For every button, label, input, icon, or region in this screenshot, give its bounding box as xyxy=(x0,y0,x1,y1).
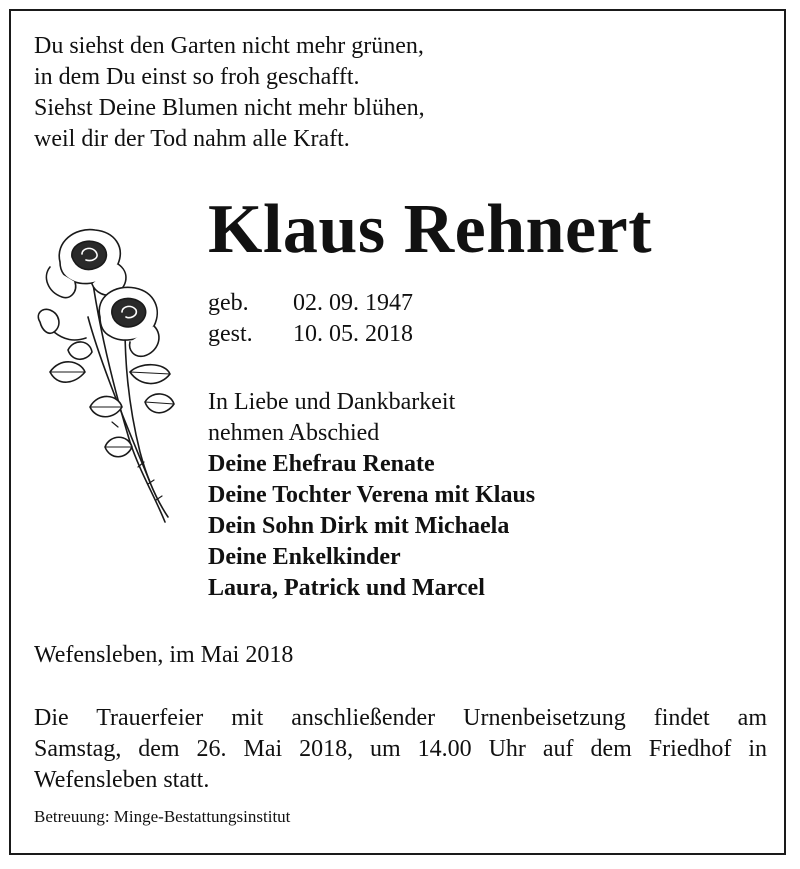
birth-row xyxy=(208,288,413,319)
death-date: 10. 05. 2018 xyxy=(293,321,413,347)
mourners-intro-line: nehmen Abschied xyxy=(208,420,380,446)
place-date: Wefensleben, im Mai 2018 xyxy=(34,642,294,668)
birth-date: 02. 09. 1947 xyxy=(293,290,413,316)
roses-illustration-icon xyxy=(30,222,180,532)
life-dates xyxy=(208,288,413,350)
poem-line: Siehst Deine Blumen nicht mehr blühen, xyxy=(34,95,425,121)
poem-line: in dem Du einst so froh geschafft. xyxy=(34,64,360,90)
death-row xyxy=(208,319,413,350)
funeral-home-credit: Betreuung: Minge-Bestattungsinstitut xyxy=(34,807,291,826)
funeral-line: Die Trauerfeier mit anschließender Urnenbeisetzung findet am xyxy=(34,705,767,731)
poem-line: Du siehst den Garten nicht mehr grünen, xyxy=(34,33,424,59)
poem-line: weil dir der Tod nahm alle Kraft. xyxy=(34,126,350,152)
mourner-name: Dein Sohn Dirk mit Michaela xyxy=(208,513,510,539)
mourners-block xyxy=(208,387,535,604)
mourners-intro-line: In Liebe und Dankbarkeit xyxy=(208,389,456,415)
mourner-name: Laura, Patrick und Marcel xyxy=(208,575,485,601)
deceased-name: Klaus Rehnert xyxy=(208,191,652,268)
funeral-line: Wefensleben statt. xyxy=(34,767,210,793)
mourner-name: Deine Ehefrau Renate xyxy=(208,451,435,477)
birth-label: geb. xyxy=(208,290,249,316)
funeral-info xyxy=(34,703,767,796)
death-label: gest. xyxy=(208,321,253,347)
funeral-line: Samstag, dem 26. Mai 2018, um 14.00 Uhr auf dem Friedhof in xyxy=(34,736,767,762)
memorial-poem xyxy=(34,31,425,155)
mourner-name: Deine Enkelkinder xyxy=(208,544,401,570)
mourner-name: Deine Tochter Verena mit Klaus xyxy=(208,482,536,508)
